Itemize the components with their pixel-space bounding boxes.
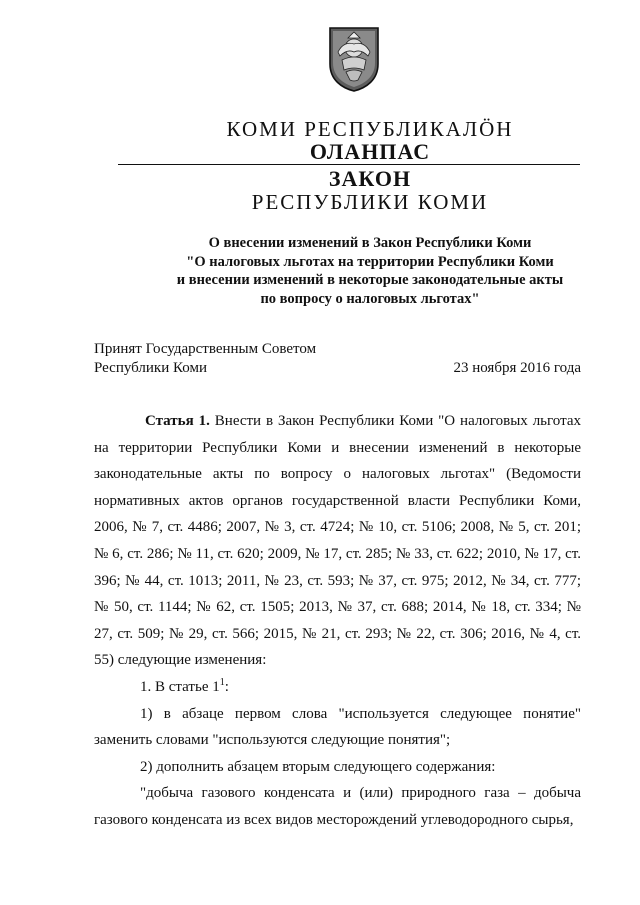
subitem-1-paragraph: 1) в абзаце первом слова "используется следующее понятие" заменить словами "используются следующие понятия"; [94, 705, 581, 749]
law-title-line: и внесении изменений в некоторые законодательные акты [176, 272, 564, 288]
header-zakon: ЗАКОН [328, 166, 412, 191]
adoption-date: 23 ноября 2016 года [453, 360, 581, 376]
item-1-suffix: : [224, 678, 229, 695]
item-1-superscript: 1 [219, 676, 225, 688]
adopted-by-line2: Республики Коми [94, 360, 207, 376]
law-title-line: О внесении изменений в Закон Республики Коми [208, 235, 532, 251]
law-title [100, 234, 640, 308]
law-title-line: по вопросу о налоговых льготах" [260, 290, 480, 307]
header-olanpas: ОЛАНПАС [309, 139, 431, 164]
subitem-2-paragraph: 2) дополнить абзацем вторым следующего содержания: [140, 758, 496, 775]
article-1-label: Статья 1. [145, 413, 210, 429]
header-komi-republic: КОМИ РЕСПУБЛИКАЛӦН [226, 117, 514, 141]
item-1-paragraph [94, 674, 581, 701]
adopted-by [94, 340, 316, 378]
item-1-prefix: 1. В статье 1 [140, 678, 220, 695]
adopted-by-line1: Принят Государственным Советом [94, 341, 317, 357]
header-divider [118, 164, 580, 165]
law-body [94, 408, 581, 834]
law-title-line: "О налоговых льготах на территории Республики Коми [186, 253, 554, 270]
komi-coat-of-arms-icon [328, 26, 380, 92]
article-1-text: Внести в Закон Республики Коми "О налоговых льготах на территории Республики Коми и внесении изменений в некоторые законодательные акты по вопросу о налоговых льготах" (Ведомости нормативных актов органов государственной власти Республики Коми, 2006, № 7, ст. 4486; 2007, № 3, ст. 4724; № 10, ст. 5106; 2008, № 5, ст. 201; № 6, ст. 286; № 11, ст. 620; 2009, № 17, ст. 285; № 33, ст. 622; 2010, № 17, ст. 396; № 44, ст. 1013; 2011, № 23, ст. 593; № 37, ст. 975; 2012, № 34, ст. 777; № 50, ст. 1144; № 62, ст. 1505; 2013, № 37, ст. 688; 2014, № 18, ст. 334; № 27, ст. 509; № 29, ст. 566; 2015, № 21, ст. 293; № 22, ст. 306; 2016, № 4, ст. 55) следующие изменения: [94, 413, 581, 669]
quoted-definition-paragraph: "добыча газового конденсата и (или) природного газа – добыча газового конденсата из всех видов месторождений углеводородного сырья, [94, 785, 581, 828]
article-1-paragraph [94, 408, 581, 674]
header-respubliki-komi: РЕСПУБЛИКИ КОМИ [251, 190, 489, 214]
